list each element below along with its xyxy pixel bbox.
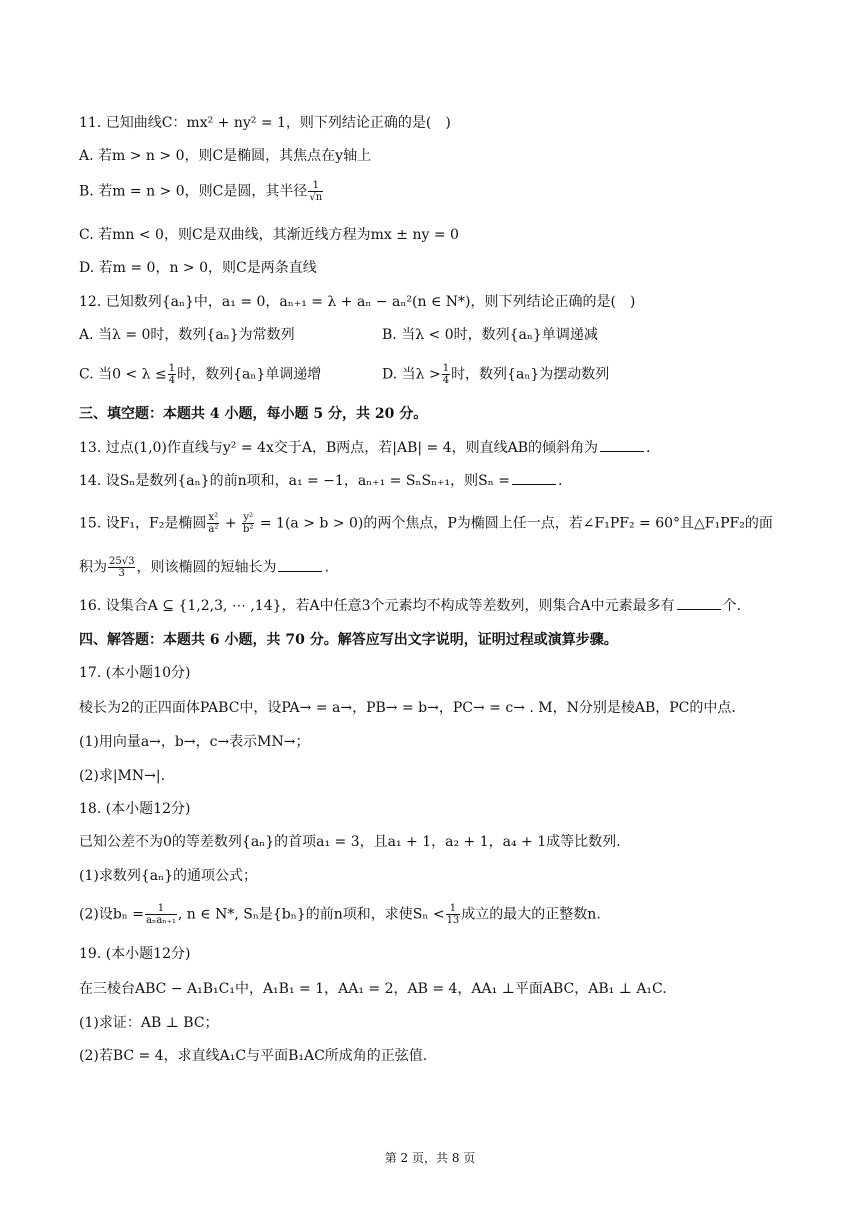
question-17-part-2: (2)求|MN→|. [79,768,166,784]
fraction-denominator: 4 [442,375,450,386]
q11-option-d: D. 若m = 0，n > 0，则C是两条直线 [79,260,317,276]
question-15-area-tail: ，则该椭圆的短轴长为 [136,559,277,576]
plus-sign: + [224,515,237,532]
answer-blank [600,439,644,452]
question-16 [79,596,741,616]
quarter-fraction [442,363,450,386]
question-19-part-1: (1)求证：AB ⊥ BC； [79,1015,219,1031]
q12-option-a: A. 当λ = 0时，数列{aₙ}为常数列 [79,327,295,343]
answer-blank [278,559,322,572]
fraction-numerator: x² [208,512,219,523]
answer-blank [677,597,721,610]
question-16-text: 16. 设集合A ⊆ {1,2,3, ⋯ ,14}，若A中任意3个元素均不构成等差数列，则集合A中元素最多有 [79,598,675,614]
ellipse-y-fraction [242,512,254,535]
q12-option-c [79,363,321,386]
s13-fraction [446,903,461,926]
question-19-header: 19. (本小题12分) [79,946,191,962]
q12-option-d-text: D. 当λ > [382,366,441,383]
radius-fraction [308,180,323,203]
question-14-text: 14. 设Sₙ是数列{aₙ}的前n项和，a₁ = −1，aₙ₊₁ = SₙSₙ₊₁，则Sₙ = [79,473,510,489]
question-18-part-2-tail: 成立的最大的正整数n. [461,906,601,923]
question-13: 13. 过点(1,0)作直线与y² = 4x交于A，B两点，若|AB| = 4，则直线AB的倾斜角为 . [79,440,651,456]
fraction-denominator: aₙaₙ₊₁ [146,915,176,926]
q12-option-c-text: C. 当0 < λ ≤ [79,366,167,383]
question-19-part-2: (2)若BC = 4，求直线A₁C与平面B₁AC所成角的正弦值. [79,1048,428,1064]
answer-blank [512,472,556,485]
q11-option-c: C. 若mn < 0，则C是双曲线，其渐近线方程为mx ± ny = 0 [79,227,459,243]
question-15 [79,512,773,535]
question-17-header: 17. (本小题10分) [79,665,191,681]
equation-rhs: = 1 [259,515,285,532]
q12-option-c-tail: 时，数列{aₙ}单调递增 [177,366,322,383]
q11-option-a: A. 若m > n > 0，则C是椭圆，其焦点在y轴上 [79,148,372,164]
question-15-area-text: 积为 [79,559,107,576]
q12-option-b: B. 当λ < 0时，数列{aₙ}单调递减 [382,327,598,343]
fraction-denominator: b² [243,524,254,535]
section-fill-in-heading: 三、填空题：本题共 4 小题，每小题 5 分，共 20 分。 [79,406,428,422]
fraction-numerator: 1 [442,363,450,374]
fraction-denominator: a² [208,524,219,535]
fraction-denominator: 3 [118,568,125,579]
question-11: 11. 已知曲线C：mx² + ny² = 1，则下列结论正确的是( ) [79,115,451,131]
question-18-part-2-text: (2)设bₙ = [79,906,145,923]
question-18-header: 18. (本小题12分) [79,801,191,817]
question-15-cont: 积为 $\frac{25√3}{3}$ ，则该椭圆的短轴长为 . [79,556,329,579]
question-18-stem: 已知公差不为0的等差数列{aₙ}的首项a₁ = 3，且a₁ + 1，a₂ + 1，a₄ + 1成等比数列. [79,834,621,850]
fraction-numerator: 1 [308,180,323,192]
question-15-tail: (a > b > 0)的两个焦点，P为椭圆上任一点，若∠F₁PF₂ = 60°且△F₁PF₂的面 [284,515,773,532]
question-13-text: 13. 过点(1,0)作直线与y² = 4x交于A，B两点，若|AB| = 4，则直线AB的倾斜角为 [79,440,599,456]
question-18-part-2 [79,903,601,926]
fraction-numerator: 1 [168,363,176,374]
question-16-tail: 个. [722,598,742,614]
question-17-part-1: (1)用向量a→，b→，c→表示MN→； [79,734,310,750]
fraction-denominator: 13 [446,915,460,926]
question-17-stem: 棱长为2的正四面体PABC中，设PA→ = a→，PB→ = b→，PC→ = c→ . M，N分别是棱AB，PC的中点. [79,700,736,716]
question-12: 12. 已知数列{aₙ}中，a₁ = 0，aₙ₊₁ = λ + aₙ − aₙ²(n ∈ N*)，则下列结论正确的是( ) [79,294,636,310]
fraction-numerator: y² [243,512,254,523]
fraction-numerator: 1 [446,903,461,915]
q12-option-d [382,363,609,386]
area-fraction [108,556,135,579]
question-19-stem: 在三棱台ABC − A₁B₁C₁中，A₁B₁ = 1，AA₁ = 2，AB = 4，AA₁ ⊥平面ABC，AB₁ ⊥ A₁C. [79,981,667,997]
ellipse-x-fraction [207,512,219,535]
question-18-part-1: (1)求数列{aₙ}的通项公式； [79,868,258,884]
fraction-numerator: 1 [145,903,177,915]
section-solve-heading: 四、解答题：本题共 6 小题，共 70 分。解答应写出文字说明，证明过程或演算步骤。 [79,632,618,648]
q12-option-d-tail: 时，数列{aₙ}为摆动数列 [451,366,610,383]
question-18-part-2-mid: , n ∈ N*, Sₙ是{bₙ}的前n项和，求使Sₙ < [177,906,445,923]
question-14: 14. 设Sₙ是数列{aₙ}的前n项和，a₁ = −1，aₙ₊₁ = SₙSₙ₊₁，则Sₙ = . [79,473,563,489]
fraction-denominator: √n [309,192,323,203]
page-footer: 第 2 页，共 8 页 [384,1151,476,1165]
quarter-fraction [168,363,176,386]
question-15-text: 15. 设F₁，F₂是椭圆 [79,515,207,532]
fraction-denominator: 4 [168,375,176,386]
q11-option-b [79,180,324,203]
fraction-numerator: 25√3 [109,556,135,567]
bn-fraction [145,903,177,926]
q11-option-b-text: B. 若m = n > 0，则C是圆，其半径 [79,183,308,200]
